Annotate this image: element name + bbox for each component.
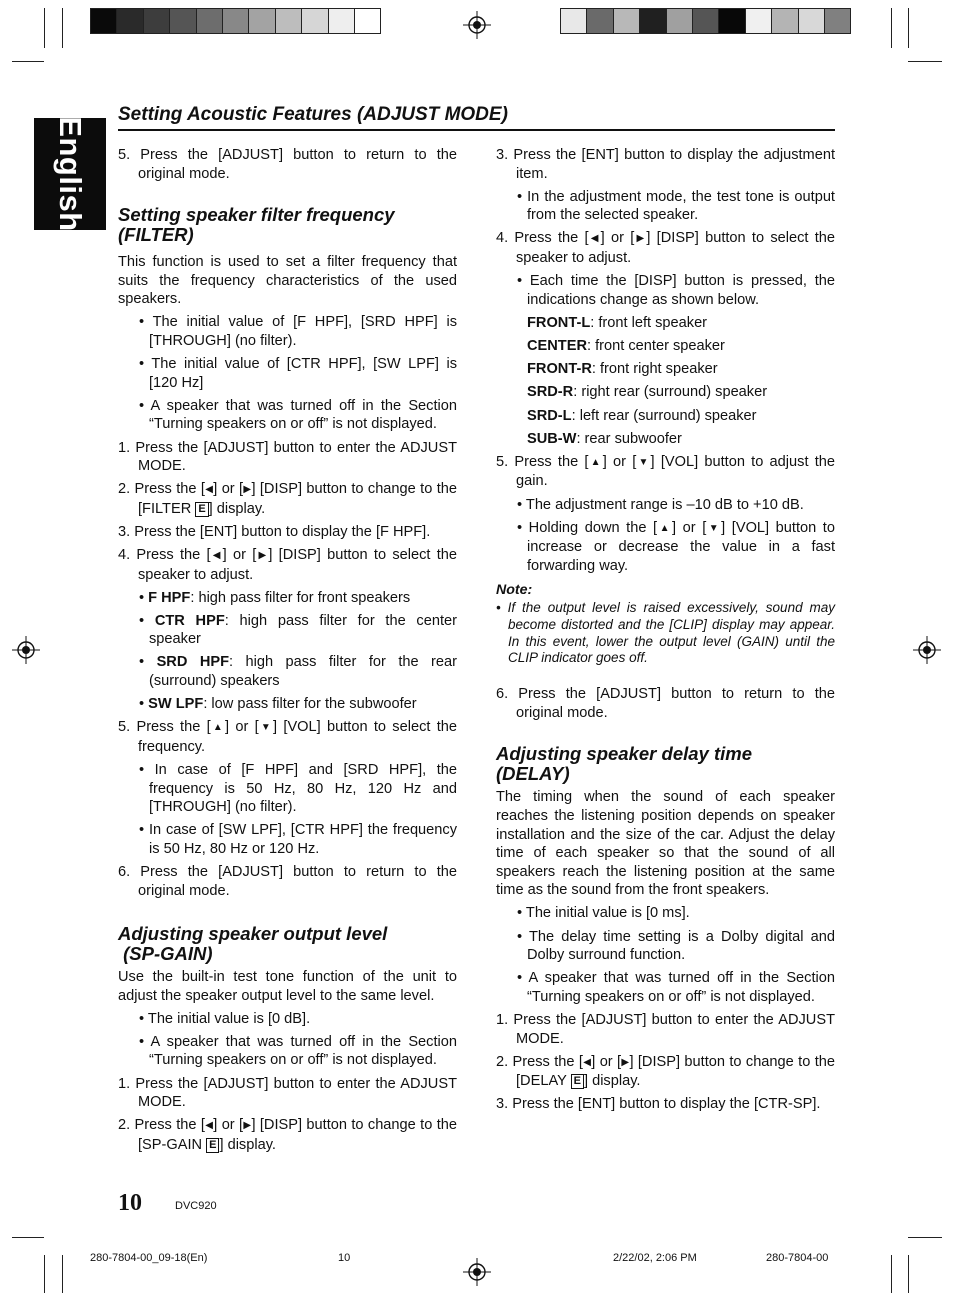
registration-mark-icon	[913, 636, 941, 664]
gain-step-4: 4. Press the [◀] or [▶] [DISP] button to select the speaker to adjust.	[496, 230, 835, 266]
slug-file: 280-7804-00_09-18(En)	[90, 1252, 208, 1264]
gain-step-3: 3. Press the [ENT] button to display the adjustment item.	[496, 147, 835, 182]
crop-mark	[891, 1255, 892, 1293]
gain-bullet: • In the adjustment mode, the test tone is output from the selected speaker.	[517, 188, 835, 224]
e-indicator-icon: E	[206, 1138, 219, 1153]
delay-step-1: 1. Press the [ADJUST] button to enter the ADJUST MODE.	[496, 1011, 835, 1047]
color-swatch	[169, 8, 196, 34]
color-swatch	[745, 8, 772, 34]
right-arrow-icon: ▶	[621, 1056, 630, 1068]
color-swatch	[222, 8, 249, 34]
right-arrow-icon: ▶	[243, 1120, 252, 1132]
color-swatch	[639, 8, 666, 34]
left-arrow-icon: ◀	[582, 1056, 592, 1068]
crop-mark	[12, 1237, 44, 1238]
delay-title: Adjusting speaker delay time (DELAY)	[496, 743, 753, 785]
filter-bullet: • The initial value of [F HPF], [SRD HPF] is [THROUGH] (no filter).	[139, 314, 457, 350]
slug-code: 280-7804-00	[766, 1252, 829, 1264]
color-swatch	[771, 8, 798, 34]
header-rule	[118, 129, 835, 131]
color-swatch	[196, 8, 223, 34]
filter-step-4: 4. Press the [◀] or [▶] [DISP] button to select the speaker to adjust.	[118, 547, 457, 583]
left-arrow-icon: ◀	[204, 484, 214, 496]
filter-step-6: 6. Press the [ADJUST] button to return to the original mode.	[118, 863, 457, 899]
crop-mark	[62, 1255, 63, 1293]
filter-step-5: 5. Press the [▲] or [▼] [VOL] button to select the frequency.	[118, 719, 457, 755]
spgain-bullet: • A speaker that was turned off in the Section “Turning speakers on or off” is not displayed.	[139, 1033, 457, 1069]
delay-bullet: • A speaker that was turned off in the Section “Turning speakers on or off” is not displayed.	[517, 970, 835, 1005]
right-column	[496, 146, 835, 1118]
delay-intro: The timing when the sound of each speaker reaches the listening position depends on speaker installation and the size of the car. Adjust the delay time of each speaker so that the sound of all speakers reach the listening position at the same time as the sound from the front speakers.	[496, 789, 835, 899]
crop-mark	[908, 61, 942, 62]
gain-bullet: • Holding down the [▲] or [▼] [VOL] button to increase or decrease the value in a fast forwarding way.	[517, 519, 835, 574]
speaker-def: FRONT-R: front right speaker	[527, 361, 718, 378]
gain-step-5: 5. Press the [▲] or [▼] [VOL] button to adjust the gain.	[496, 453, 836, 490]
color-swatch	[666, 8, 693, 34]
up-arrow-icon: ▲	[588, 456, 603, 468]
gain-bullet: • Each time the [DISP] button is pressed, the indications change as shown below.	[517, 273, 835, 308]
color-swatch	[143, 8, 170, 34]
color-swatch	[116, 8, 143, 34]
spgain-bullet: • The initial value is [0 dB].	[139, 1010, 311, 1027]
delay-step-2: 2. Press the [◀] or [▶] [DISP] button to change to the [DELAY E ] display.	[496, 1053, 835, 1090]
down-arrow-icon: ▼	[706, 522, 722, 534]
spgain-step-1: 1. Press the [ADJUST] button to enter the ADJUST MODE.	[118, 1075, 457, 1111]
section-header: Setting Acoustic Features (ADJUST MODE)	[118, 104, 508, 125]
slug-page: 10	[338, 1252, 351, 1264]
up-arrow-icon: ▲	[210, 722, 226, 734]
registration-mark-icon	[463, 1258, 491, 1286]
gain-step-6: 6. Press the [ADJUST] button to return to the original mode.	[496, 686, 835, 721]
left-arrow-icon: ◀	[204, 1120, 214, 1132]
speaker-def: FRONT-L: front left speaker	[527, 314, 708, 331]
color-swatch	[560, 8, 587, 34]
speaker-def: SUB-W: rear subwoofer	[527, 430, 682, 447]
left-column	[118, 146, 457, 1159]
model-name: DVC920	[175, 1200, 217, 1212]
delay-bullet: • The delay time setting is a Dolby digital and Dolby surround function.	[517, 928, 835, 964]
color-swatch	[354, 8, 381, 34]
speaker-def: CENTER: front center speaker	[527, 337, 725, 354]
filter-step-2: 2. Press the [◀] or [▶] [DISP] button to change to the [FILTER E ] display.	[118, 481, 457, 517]
filter-def: • SW LPF: low pass filter for the subwoofer	[139, 696, 417, 713]
left-arrow-icon: ◀	[588, 233, 601, 245]
color-swatch	[248, 8, 275, 34]
filter-case: • In case of [F HPF] and [SRD HPF], the frequency is 50 Hz, 80 Hz, 120 Hz and [THROUGH] (no filter).	[139, 761, 457, 816]
down-arrow-icon: ▼	[258, 722, 274, 734]
color-swatch	[275, 8, 302, 34]
up-arrow-icon: ▲	[657, 522, 673, 534]
filter-title: Setting speaker filter frequency (FILTER)	[118, 204, 395, 246]
step-return: 5. Press the [ADJUST] button to return to the original mode.	[118, 147, 457, 182]
color-swatch	[328, 8, 355, 34]
filter-def: • SRD HPF: high pass filter for the rear (surround) speakers	[139, 654, 457, 690]
crop-mark	[12, 61, 44, 62]
language-tab	[34, 118, 106, 230]
color-swatch	[301, 8, 328, 34]
e-indicator-icon: E	[195, 502, 208, 517]
crop-mark	[44, 8, 45, 48]
right-arrow-icon: ▶	[256, 550, 269, 561]
color-swatch	[613, 8, 640, 34]
note-title: Note:	[496, 582, 533, 599]
color-swatch	[692, 8, 719, 34]
delay-bullet: • The initial value is [0 ms].	[517, 905, 690, 922]
color-swatch	[824, 8, 851, 34]
spgain-title: Adjusting speaker output level (SP-GAIN)	[118, 923, 388, 965]
slug-date: 2/22/02, 2:06 PM	[613, 1252, 697, 1264]
registration-mark-icon	[12, 636, 40, 664]
delay-step-3: 3. Press the [ENT] button to display the [CTR-SP].	[496, 1096, 821, 1113]
filter-bullet: • The initial value of [CTR HPF], [SW LPF] is [120 Hz]	[139, 356, 457, 391]
gain-bullet: • The adjustment range is –10 dB to +10 dB.	[517, 496, 804, 513]
filter-def: • F HPF: high pass filter for front speakers	[139, 589, 411, 606]
crop-mark	[891, 8, 892, 48]
speaker-def: SRD-L: left rear (surround) speaker	[527, 407, 757, 424]
crop-mark	[908, 1237, 942, 1238]
filter-step-1: 1. Press the [ADJUST] button to enter the ADJUST MODE.	[118, 439, 457, 475]
page-number: 10	[118, 1190, 142, 1216]
e-indicator-icon: E	[571, 1074, 584, 1089]
speaker-def: SRD-R: right rear (surround) speaker	[527, 384, 768, 401]
spgain-step-2: 2. Press the [◀] or [▶] [DISP] button to change to the [SP-GAIN E ] display.	[118, 1117, 457, 1153]
crop-mark	[62, 8, 63, 48]
filter-def: • CTR HPF: high pass filter for the center speaker	[139, 612, 457, 648]
right-arrow-icon: ▶	[243, 484, 252, 496]
right-arrow-icon: ▶	[634, 233, 647, 245]
color-swatch	[586, 8, 613, 34]
crop-mark	[44, 1255, 45, 1293]
registration-mark-icon	[463, 11, 491, 39]
left-arrow-icon: ◀	[210, 550, 223, 561]
filter-intro: This function is used to set a filter frequency that suits the frequency characteristics of the used speakers.	[118, 254, 457, 308]
down-arrow-icon: ▼	[636, 456, 651, 468]
filter-case: • In case of [SW LPF], [CTR HPF] the frequency is 50 Hz, 80 Hz or 120 Hz.	[139, 822, 457, 857]
crop-mark	[908, 1255, 909, 1293]
color-swatch	[90, 8, 117, 34]
filter-bullet: • A speaker that was turned off in the Section “Turning speakers on or off” is not displayed.	[139, 397, 457, 433]
color-swatch	[798, 8, 825, 34]
filter-step-3: 3. Press the [ENT] button to display the [F HPF].	[118, 523, 431, 540]
spgain-intro: Use the built-in test tone function of the unit to adjust the speaker output level to the same level.	[118, 969, 457, 1004]
note-text: • If the output level is raised excessively, sound may become distorted and the [CLIP] display may appear. In this event, lower the output level (GAIN) until the CLIP indicator goes off.	[496, 600, 835, 666]
color-swatch	[718, 8, 745, 34]
crop-mark	[908, 8, 909, 48]
language-tab-label: English	[53, 116, 88, 232]
